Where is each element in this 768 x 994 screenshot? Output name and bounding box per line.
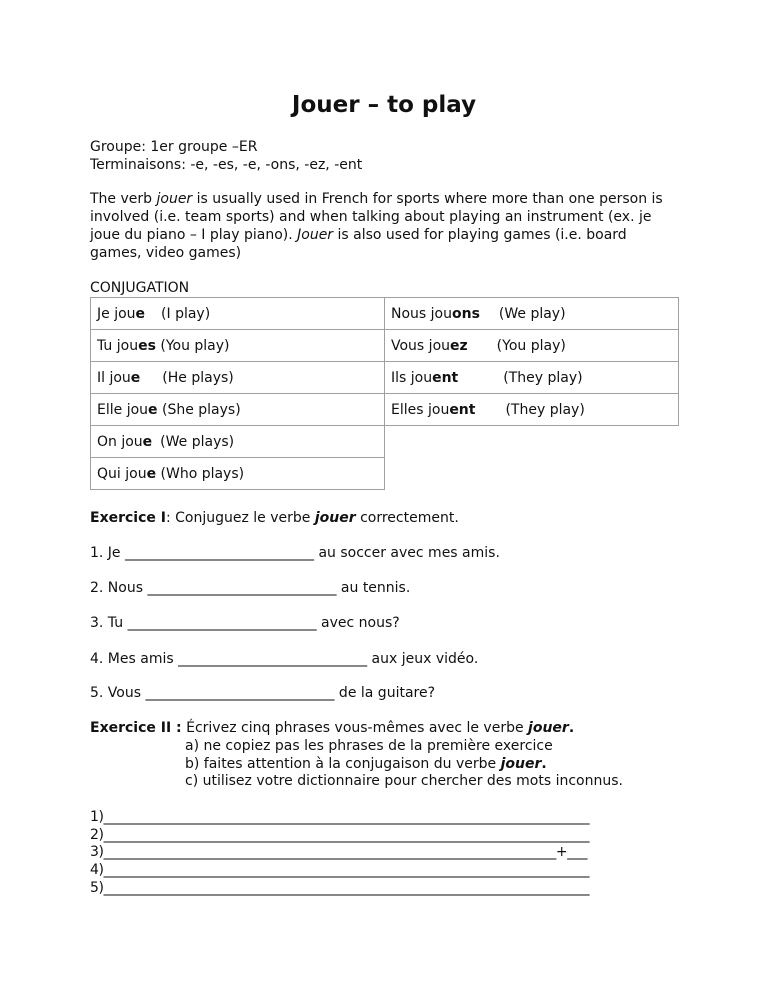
exercise-1-item: 3. Tu ___________________________ avec nous? <box>90 615 400 631</box>
answer-blank[interactable]: ___________________________ <box>125 545 314 561</box>
table-row <box>91 394 679 426</box>
terminaisons-line: Terminaisons: -e, -es, -e, -ons, -ez, -ent <box>90 157 363 173</box>
groupe-line: Groupe: 1er groupe –ER <box>90 139 258 155</box>
exercise-2-verb: jouer <box>528 720 569 736</box>
conj-cell-qui: Qui joue (Who plays) <box>91 458 385 490</box>
exercise-2-sub-a: a) ne copiez pas les phrases de la première exercice <box>185 738 553 754</box>
conj-cell-je: Je joue (I play) <box>91 298 385 330</box>
conj-cell-ils: Ils jouent (They play) <box>385 362 679 394</box>
exercise-2-sub-b: b) faites attention à la conjugaison du verbe jouer. <box>185 756 547 772</box>
writing-line[interactable]: 1)_________________________________________________________________________ <box>90 809 590 825</box>
conj-cell-il: Il joue (He plays) <box>91 362 385 394</box>
answer-blank[interactable]: ___________________________ <box>127 615 317 631</box>
intro-paragraph <box>90 190 675 262</box>
table-row <box>91 330 679 362</box>
conjugation-heading: CONJUGATION <box>90 280 190 296</box>
answer-blank[interactable]: ___________________________ <box>145 685 335 701</box>
intro-text-3: is also used for playing games (i.e. board games, video games) <box>90 227 627 261</box>
conj-cell-elle: Elle joue (She plays) <box>91 394 385 426</box>
exercise-1-verb: jouer <box>314 510 356 526</box>
writing-line[interactable]: 2)_________________________________________________________________________ <box>90 827 590 843</box>
exercise-2-instruction: Exercice II : Écrivez cinq phrases vous-mêmes avec le verbe jouer. <box>90 720 575 736</box>
answer-blank[interactable]: ___________________________ <box>147 580 337 596</box>
exercise-1-instruction: Exercice I: Conjuguez le verbe jouer correctement. <box>90 510 459 526</box>
intro-verb-2: Jouer <box>297 227 334 243</box>
writing-line[interactable]: 5)_________________________________________________________________________ <box>90 880 590 896</box>
writing-line[interactable]: 3)____________________________________________________________________+___ <box>90 844 588 860</box>
exercise-2-sub-c: c) utilisez votre dictionnaire pour chercher des mots inconnus. <box>185 773 623 789</box>
page-title: Jouer – to play <box>291 92 477 118</box>
exercise-1-item: 2. Nous ___________________________ au tennis. <box>90 580 411 596</box>
exercise-1-item: 1. Je ___________________________ au soccer avec mes amis. <box>90 545 500 561</box>
intro-text-1: The verb <box>90 191 157 207</box>
intro-text-2: is usually used in French for sports where more than one person is involved (i.e. team sports) and when talking about playing an instrument (ex. je joue du piano – I play piano). <box>90 191 663 243</box>
writing-line[interactable]: 4)_________________________________________________________________________ <box>90 862 590 878</box>
conj-cell-vous: Vous jouez (You play) <box>385 330 679 362</box>
exercise-1-item: 4. Mes amis ___________________________ aux jeux vidéo. <box>90 651 479 667</box>
exercise-1-item: 5. Vous ___________________________ de la guitare? <box>90 685 436 701</box>
exercise-1-label: Exercice I <box>90 510 166 526</box>
conj-cell-elles: Elles jouent (They play) <box>385 394 679 426</box>
table-row <box>91 298 679 330</box>
conjugation-table <box>90 297 679 490</box>
conj-cell-tu: Tu joues (You play) <box>91 330 385 362</box>
conj-cell-nous: Nous jouons (We play) <box>385 298 679 330</box>
table-row <box>91 458 679 490</box>
conj-cell-on: On joue (We plays) <box>91 426 385 458</box>
answer-blank[interactable]: ___________________________ <box>178 651 368 667</box>
table-row <box>91 426 679 458</box>
table-row <box>91 362 679 394</box>
intro-verb-1: jouer <box>156 191 193 207</box>
exercise-2-label: Exercice II : <box>90 720 182 736</box>
